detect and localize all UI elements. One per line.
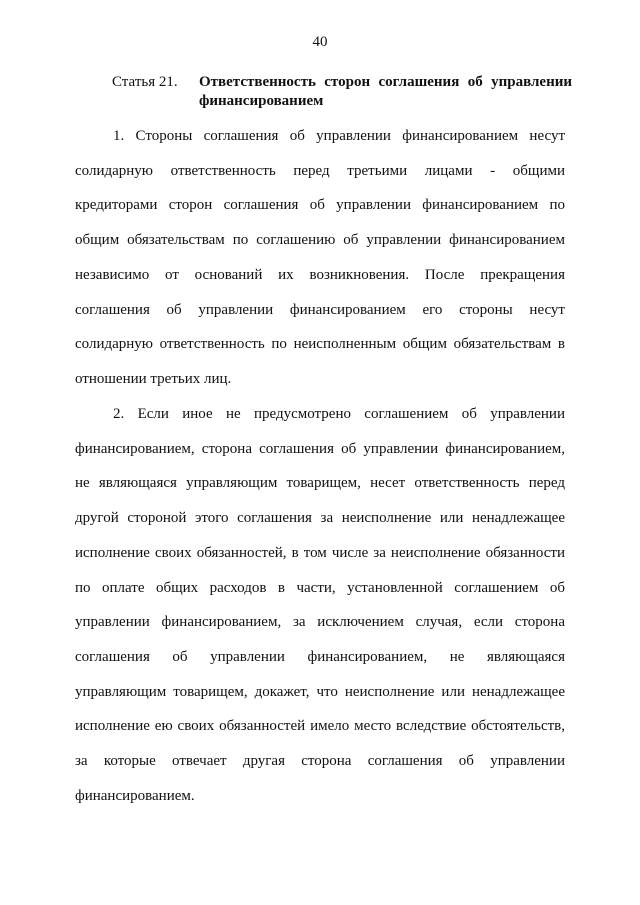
paragraph-2: 2. Если иное не предусмотрено соглашением об управлении финансированием, сторона соглашения об управлении финансированием, не являющаяся управляющим товарищем, несет ответственность перед другой стороной этого соглашения за неисполнение или ненадлежащее исполнение своих обязанностей, в том числе за неисполнение обязанности по оплате общих расходов в части, установленной соглашением об управлении финансированием, за исключением случая, если сторона соглашения об управлении финансированием, не являющаяся управляющим товарищем, докажет, что неисполнение или ненадлежащее исполнение ею своих обязанностей имело место вследствие обстоятельств, за которые отвечает другая сторона соглашения об управлении финансированием.: [75, 406, 565, 804]
article-title: Ответственность сторон соглашения об управлении финансированием: [199, 74, 572, 109]
article-label: Статья 21.: [112, 74, 178, 90]
paragraph-1: 1. Стороны соглашения об управлении финансированием несут солидарную ответственность перед третьими лицами - общими кредиторами сторон соглашения об управлении финансированием по общим обязательствам по соглашению об управлении финансированием независимо от оснований их возникновения. После прекращения соглашения об управлении финансированием его стороны несут солидарную ответственность по неисполненным общим обязательствам в отношении третьих лиц.: [75, 128, 565, 387]
page-number: 40: [312, 34, 328, 50]
